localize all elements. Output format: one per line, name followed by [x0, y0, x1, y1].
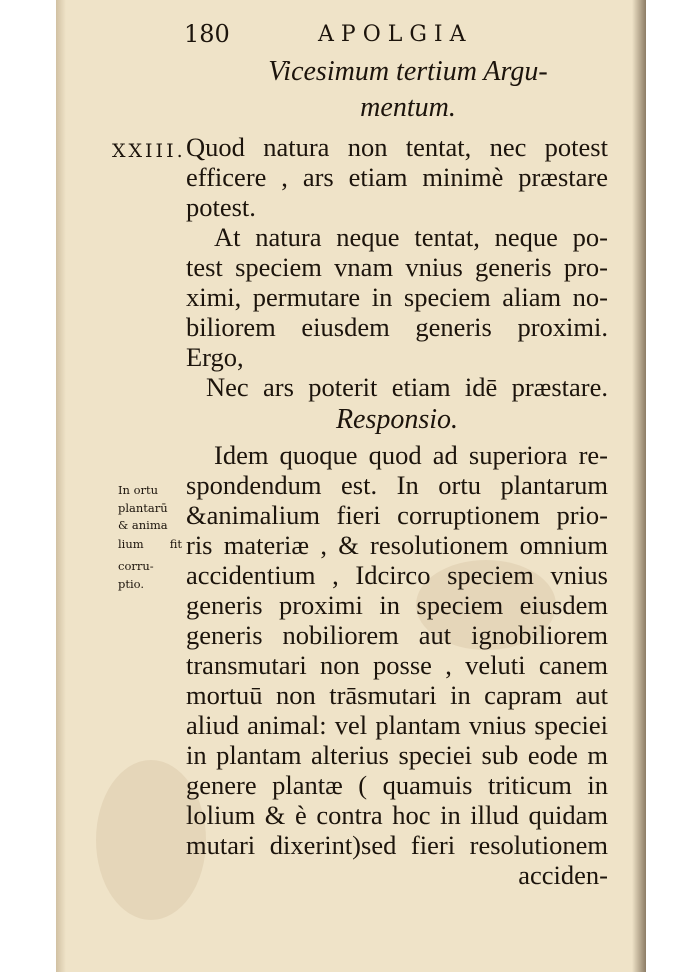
argument-line: Nec ars poterit etiam idē præstare.	[206, 372, 608, 402]
response-line: Idem quoque quod ad superiora re-	[214, 440, 608, 470]
response-line: spondendum est. In ortu plantarum	[186, 470, 608, 500]
book-page	[56, 0, 646, 972]
page-number: 180	[184, 20, 230, 48]
argument-line: biliorem eiusdem generis proximi.	[186, 312, 608, 342]
response-heading: Responsio.	[335, 404, 459, 435]
response-line: mortuū non trāsmutari in capram aut	[186, 680, 608, 710]
argument-line: potest.	[186, 192, 256, 222]
argument-line: ximi, permutare in speciem aliam no-	[186, 282, 608, 312]
response-line: in plantam alterius speciei sub eode m	[186, 740, 608, 770]
response-line: ris materiæ , & resolutionem omnium	[186, 530, 608, 560]
margin-note-line: plantarū	[118, 501, 168, 515]
margin-note-line: lium fit	[118, 537, 182, 551]
running-title: APOLGIA	[318, 22, 473, 47]
argument-line: test speciem vnam vnius generis pro-	[186, 252, 608, 282]
argument-line: At natura neque tentat, neque po-	[214, 222, 608, 252]
margin-note-line: In ortu	[118, 483, 159, 497]
response-line: &animalium fieri corruptionem prio-	[186, 500, 608, 530]
margin-note-line: & anima	[118, 518, 168, 532]
response-line: genere plantæ ( quamuis triticum in	[186, 770, 608, 800]
response-line: transmutari non posse , veluti canem	[186, 650, 608, 680]
page-edge-shadow	[56, 0, 66, 972]
response-line: accidentium , Idcirco speciem vnius	[186, 560, 608, 590]
section-title-line-2: mentum.	[360, 92, 456, 123]
response-line: mutari dixerint)sed fieri resolutionem	[186, 830, 608, 860]
argument-line: Ergo,	[186, 342, 244, 372]
argument-line: efficere , ars etiam minimè præstare	[186, 162, 608, 192]
margin-note-line: corru-	[118, 559, 154, 573]
section-title-line-1: Vicesimum tertium Argu-	[268, 56, 548, 87]
response-line: generis proximi in speciem eiusdem	[186, 590, 608, 620]
argument-line: Quod natura non tentat, nec potest	[186, 132, 608, 162]
spine-shadow	[632, 0, 646, 972]
response-line: generis nobiliorem aut ignobiliorem	[186, 620, 608, 650]
response-line: aliud animal: vel plantam vnius speciei	[186, 710, 608, 740]
page-header	[184, 20, 584, 54]
catchword: acciden-	[518, 860, 608, 890]
response-line: lolium & è contra hoc in illud quidam	[186, 800, 608, 830]
section-numeral: XXIII.	[112, 140, 186, 162]
margin-note-line: ptio.	[118, 577, 145, 591]
